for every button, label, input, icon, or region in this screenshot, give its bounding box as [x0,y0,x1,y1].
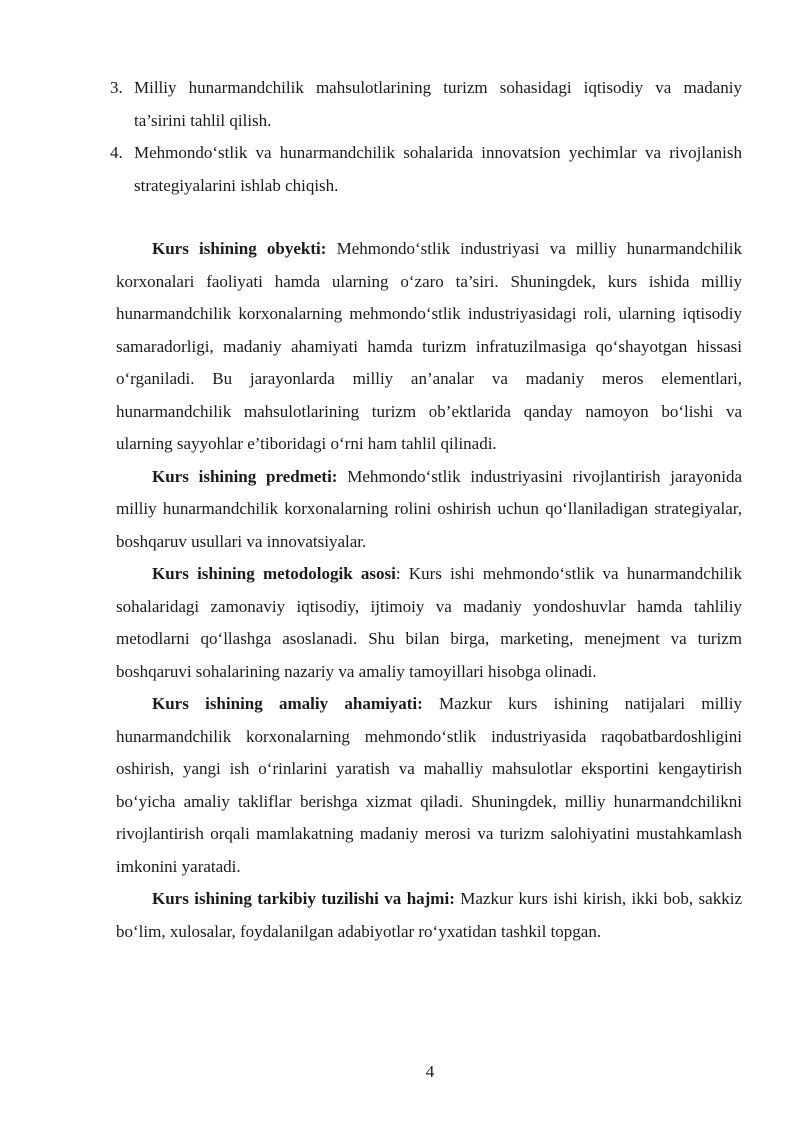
objectives-list [110,72,742,202]
page-number: 4 [425,1062,435,1081]
section-heading: Kurs ishining amaliy ahamiyati: [152,694,423,713]
section-text: : Kurs ishi mehmondo‘stlik va hunarmandchilik sohalaridagi zamonaviy iqtisodiy, ijtimoiy va madaniy yondoshuvlar hamda tahliliy metodlarni qo‘llashga asoslanadi. Shu bilan birga, marketing, menejment va turizm boshqaruvi sohalarining nazariy va amaliy tamoyillari hisobga olinadi. [116,564,743,681]
section-text: Mazkur kurs ishining natijalari milliy hunarmandchilik korxonalarning mehmondo‘stlik industriyasida raqobatbardoshligini oshirish, yangi ish o‘rinlarini yaratish va mahalliy mahsulotlar eksportini kengaytirish bo‘yicha amaliy takliflar berishga xizmat qiladi. Shuningdek, milliy hunarmandchilikni rivojlantirish orqali mamlakatning madaniy merosi va turizm salohiyatini mustahkamlash imkonini yaratadi. [116,694,742,876]
section-text: Mehmondo‘stlik industriyasi va milliy hunarmandchilik korxonalari faoliyati hamda ularning o‘zaro ta’siri. Shuningdek, kurs ishida milliy hunarmandchilik korxonalarning mehmondo‘stlik industriyasidagi roli, ularning iqtisodiy samaradorligi, madaniy ahamiyati hamda turizm infratuzilmasiga qo‘shayotgan hissasi o‘rganiladi. Bu jarayonlarda milliy an’analar va madaniy meros elementlari, hunarmandchilik mahsulotlarining turizm ob’ektlarida qanday namoyon bo‘lishi va ularning sayyohlar e’tiboridagi o‘rni ham tahlil qilinadi. [116,239,742,453]
document-body [116,233,742,948]
section-heading: Kurs ishining obyekti: [152,239,327,258]
section-heading: Kurs ishining predmeti: [152,466,338,486]
section-heading: Kurs ishining tarkibiy tuzilishi va hajmi: [152,889,455,908]
list-text: Mehmondo‘stlik va hunarmandchilik sohalarida innovatsion yechimlar va rivojlanish strategiyalarini ishlab chiqish. [134,143,742,195]
list-number: 4. [110,143,123,162]
section-structure [116,883,742,948]
list-number: 3. [110,78,123,97]
section-object [116,233,742,461]
section-methodology [116,558,742,688]
section-text: Mazkur kurs ishi kirish, ikki bob, sakkiz bo‘lim, xulosalar, foydalanilgan adabiyotlar ro‘yxatidan tashkil topgan. [116,889,742,941]
section-heading: Kurs ishining metodologik asosi [152,564,396,583]
list-text: Milliy hunarmandchilik mahsulotlarining turizm sohasidagi iqtisodiy va madaniy ta’sirini tahlil qilish. [134,78,742,130]
list-item [110,72,742,137]
section-text: Mehmondo‘stlik industriyasini rivojlantirish jarayonida milliy hunarmandchilik korxonalarning rolini oshirish uchun qo‘llaniladigan strategiyalar, boshqaruv usullari va innovatsiyalar. [116,466,743,551]
list-item [110,137,742,202]
section-subject [116,461,742,559]
section-practical-significance [116,688,742,883]
